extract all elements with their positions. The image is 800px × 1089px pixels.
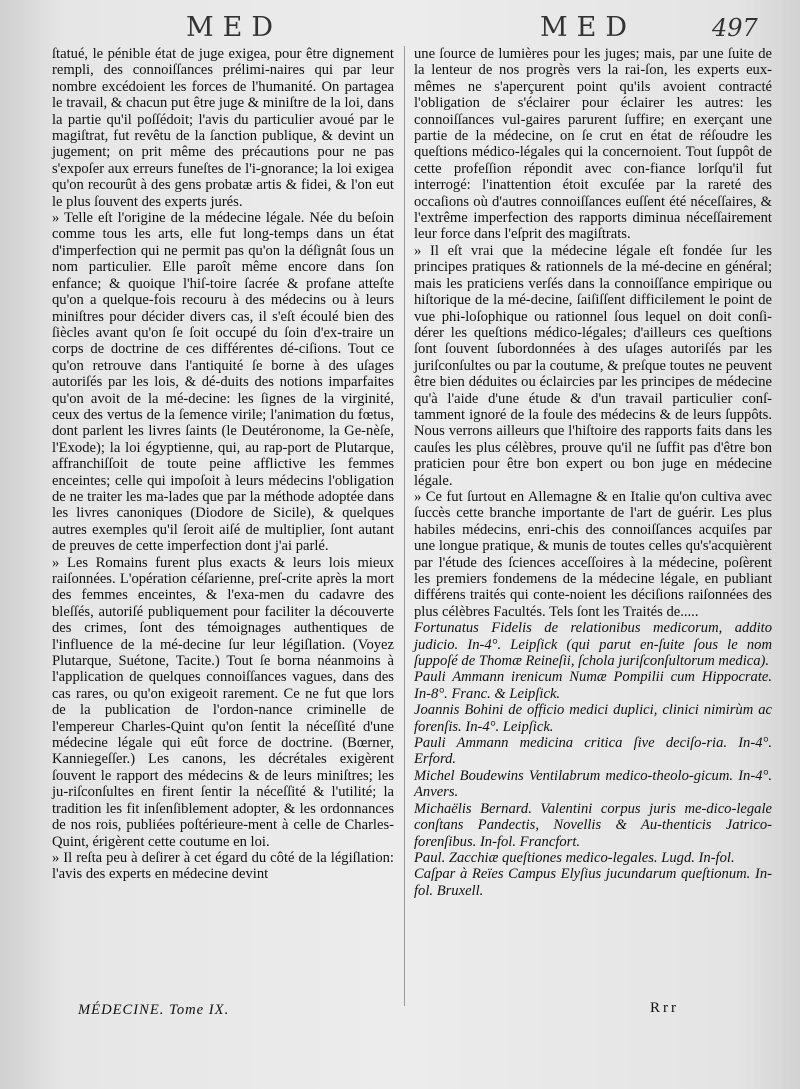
header-left: MED <box>186 12 283 43</box>
right-column <box>414 46 772 899</box>
paragraph: » Il eſt vrai que la médecine légale eſt fondée ſur les principes pratiques & rationnels de la mé-decine en général; mais les praticiens verſés dans la connoiſſance empirique ou hiſtorique de la mé-decine, ſaiſiſſent difficilement le point de vue phi-loſophique ou rationnel ſous lequel on doit conſi-dérer les queſtions médico-légales; d'ailleurs ces queſtions ſont ſouvent ſubordonnées à des uſages autoriſés par les juriſconſultes ou par la coutume, & preſque toutes ne peuvent être bien déduites ou éclaircies par les principes de médecine qu'à l'aide d'une étude & d'un travail particulier conſ-tamment ignoré de la foule des médecins & de leurs ſuppôts. Nous verrons ailleurs que l'hiſtoire des rapports faits dans les cauſes les plus célèbres, prouve qu'il ne ſuffit pas d'être bon praticien pour être bon expert ou bon juge en médecine légale. <box>414 242 772 489</box>
paragraph: une ſource de lumières pour les juges; mais, par une ſuite de la lenteur de nos progrès vers la rai-ſon, les experts eux-mêmes ne s'aperçurent point qu'ils avoient contracté l'obligation de s'éclairer pour éclairer les autres: les connoiſſances vul-gaires parurent ſuffire; en exerçant une partie de la médecine, on ſe crut en état de réſoudre les queſtions médico-légales qui la concernoient. Tout ſuppôt de cette profeſſion répondit avec con-fiance lorſqu'il fut interrogé: l'inattention étoit excuſée par la rareté des occaſions où d'autres connoiſſances euſſent été néceſſaires, & l'extrême imperfection des rapports diminua néceſſairement leur force dans l'eſprit des magiſtrats. <box>414 46 772 243</box>
paragraph: » Il reſta peu à deſirer à cet égard du côté de la légiſlation: l'avis des experts en médecine devint <box>52 849 394 883</box>
reference-entry: Caſpar à Reïes Campus Elyſius jucundarum queſtionum. In-fol. Bruxell. <box>414 866 772 899</box>
reference-entry: Michel Boudewins Ventilabrum medico-theolo-gicum. In-4°. Anvers. <box>414 767 772 801</box>
paragraph: » Ce fut ſurtout en Allemagne & en Italie qu'on cultiva avec ſuccès cette branche importante de l'art de guérir. Les plus habiles médecins, enri-chis des connoiſſances acquiſes par une longue pratique, & munis de toutes celles qu's'acquièrent par l'étude des ſciences acceſſoires à la médecine, poſèrent les premiers fondemens de la médecine légale, en publiant différens traités qui conte-noient les déciſions raiſonnées des plus célèbres Facultés. Tels ſont les Traités de..... <box>414 488 772 620</box>
reference-entry: Fortunatus Fidelis de relationibus medicorum, addito judicio. In-4°. Leipſick (qui parut en-ſuite ſous le nom ſuppoſé de Thomæ Reineſii, ſchola juriſconſultorum medica). <box>414 620 772 670</box>
volume-footer: MÉDECINE. Tome IX. <box>78 1002 230 1018</box>
reference-entry: Pauli Ammann irenicum Numæ Pompilii cum Hippocrate. In-8°. Franc. & Leipſick. <box>414 669 772 702</box>
reference-entry: Paul. Zacchiæ queſtiones medico-legales. Lugd. In-fol. <box>414 849 735 866</box>
column-divider <box>404 46 405 1006</box>
header-right: MED <box>540 12 637 43</box>
running-header <box>0 8 800 44</box>
paragraph: » Les Romains furent plus exacts & leurs lois mieux raiſonnées. L'opération céſarienne, preſ-crite après la mort des femmes enceintes, & l'exa-men du cadavre des bleſſés, autoriſé publiquement pour faciliter la découverte des crimes, ſont des témoignages authentiques de l'influence de la mé-decine ſur leur légiſlation. (Voyez Plutarque, Suétone, Tacite.) Tout ſe borna néanmoins à l'application de quelques connoiſſances vagues, dans des cas rares, ou qu'on exigeoit rarement. Ce ne fut que lors de la publication de l'ordon-nance criminelle de l'empereur Charles-Quint qu'on ſentit la néceſſité d'une médecine légale qui eût force de doctrine. (Bœrner, Kanniegeſſer.) Les canons, les décrétales exigèrent ſouvent le rapport des médecins & de leurs miniſtres; les ju-riſconſultes en firent ſentir la néceſſité & l'utilité; la tradition les fit inſenſiblement adopter, & les ordonnances de nos rois, publiées poſtérieure-ment à celle de Charles-Quint, érigèrent cette coutume en loi. <box>52 554 394 850</box>
left-column <box>52 46 394 883</box>
reference-entry: Michaëlis Bernard. Valentini corpus juris me-dico-legale conſtans Pandectis, Novellis & Au-thenticis Jatrico-forenſibus. In-fol. Francfort. <box>414 800 772 850</box>
paragraph: » Telle eſt l'origine de la médecine légale. Née du beſoin comme tous les arts, elle fut long-temps dans un état d'imperfection qui ne permit pas qu'on la déſignât ſous un nom particulier. Elle paroît même encore dans ſon enfance; & quoique l'hiſ-toire ſacrée & profane atteſte qu'on a quelque-fois recouru à des médecins ou à leurs miniſtres pour décider divers cas, il s'eſt écoulé bien des ſiècles avant qu'on ſe ſoit occupé du ſoin d'ex-traire un corps de doctrine de ces différentes dé-ciſions. Tout ce qu'on retrouve dans l'antiquité ſe borne à des uſages autoriſés par les lois, & dé-duits des notions imparfaites qu'on avoit de la mé-decine: les ſignes de la virginité, ceux des vertus de la ſemence virile; l'animation du fœtus, dont parlent les livres ſaints (le Deutéronome, la Ge-nèſe, l'Exode); la loi égyptienne, qui, au rap-port de Plutarque, affranchiſſoit de toute peine afflictive les femmes enceintes; celle qui impoſoit à leurs médecins l'obligation de ne traiter les ma-lades que par la méthode adoptée dans les livres canoniques (Diodore de Sicile), & quelques autres exemples qu'il ſeroit aiſé de multiplier, ſont autant de preuves de cette imperfection dont j'ai parlé. <box>52 210 394 555</box>
reference-entry: Joannis Bohini de officio medici duplici, clinici nimirùm ac forenſis. In-4°. Leipſick. <box>414 702 772 735</box>
paragraph: ſtatué, le pénible état de juge exigea, pour être dignement rempli, des connoiſſances prélimi-naires qui par leur nombre excédoient les forces de l'humanité. On partagea le travail, & chacun put être juge & miniſtre de la loi, dans la partie qu'il poſſédoit; l'avis du particulier avoué par le magiſtrat, fut revêtu de la ſanction publique, & devint un jugement; on prit même des précautions pour ne pas s'expoſer aux erreurs funeſtes de l'i-gnorance; la loi exigea qu'on recourût à des gens probatæ artis & fidei, & l'on eut le plus ſouvent des experts jurés. <box>52 46 394 210</box>
reference-entry: Pauli Ammann medicina critica ſive deciſo-ria. In-4°. Erford. <box>414 735 772 768</box>
signature-mark: Rrr <box>650 1000 679 1016</box>
page-number: 497 <box>712 14 758 42</box>
